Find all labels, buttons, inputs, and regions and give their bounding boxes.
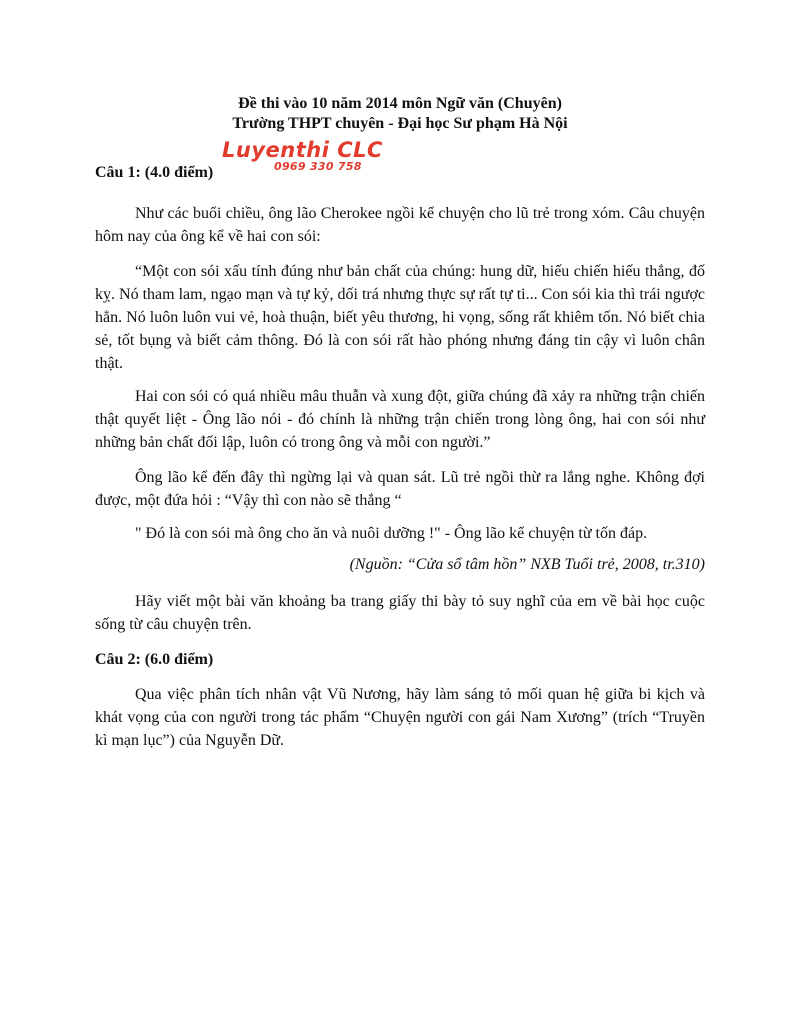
question-1-heading: Câu 1: (4.0 điểm) [95, 164, 214, 181]
watermark-name: Luyenthi CLC [222, 138, 383, 162]
question-1-paragraph: " Đó là con sói mà ông cho ăn và nuôi dưỡng !" - Ông lão kể chuyện từ tốn đáp. [135, 525, 648, 542]
question-1-paragraph: Ông lão kể đến đây thì ngừng lại và quan sát. Lũ trẻ ngồi thừ ra lắng nghe. Không đợi được, một đứa hỏi : “Vậy thì con nào sẽ thắng “ [95, 469, 705, 509]
question-2-task: Qua việc phân tích nhân vật Vũ Nương, hãy làm sáng tỏ mối quan hệ giữa bi kịch và khát vọng của con người trong tác phẩm “Chuyện người con gái Nam Xương” (trích “Truyền kì mạn lục”) của Nguyễn Dữ. [95, 686, 705, 749]
exam-title: Đề thi vào 10 năm 2014 môn Ngữ văn (Chuyên) [238, 95, 562, 112]
source-citation: (Nguồn: “Cửa sổ tâm hồn” NXB Tuổi trẻ, 2008, tr.310) [349, 556, 705, 573]
school-name: Trường THPT chuyên - Đại học Sư phạm Hà Nội [232, 115, 568, 132]
question-1-paragraph: Hai con sói có quá nhiều mâu thuẫn và xung đột, giữa chúng đã xảy ra những trận chiến thật quyết liệt - Ông lão nói - đó chính là những trận chiến trong lòng ông, hai con sói như những bản chất đối lập, luôn có trong ông và mỗi con người.” [95, 388, 705, 451]
question-1-task: Hãy viết một bài văn khoảng ba trang giấy thi bày tỏ suy nghĩ của em về bài học cuộc sống từ câu chuyện trên. [95, 593, 705, 633]
question-1-paragraph: Như các buổi chiều, ông lão Cherokee ngồi kể chuyện cho lũ trẻ trong xóm. Câu chuyện hôm nay của ông kể về hai con sói: [95, 205, 705, 245]
question-1-paragraph: “Một con sói xấu tính đúng như bản chất của chúng: hung dữ, hiếu chiến hiếu thắng, đố kỵ. Nó tham lam, ngạo mạn và tự kỷ, dối trá nhưng thực sự rất tự ti... Con sói kia thì trái ngược hẳn. Nó luôn luôn vui vẻ, hoà thuận, biết yêu thương, hi vọng, sống rất khiêm tốn. Nó biết chia sẻ, tốt bụng và biết cảm thông. Đó là con sói rất hào phóng nhưng đáng tin cậy vì luôn chân thật. [95, 263, 705, 372]
question-2-heading: Câu 2: (6.0 điểm) [95, 651, 214, 668]
watermark-logo [222, 140, 383, 172]
watermark-phone: 0969 330 758 [274, 160, 362, 173]
